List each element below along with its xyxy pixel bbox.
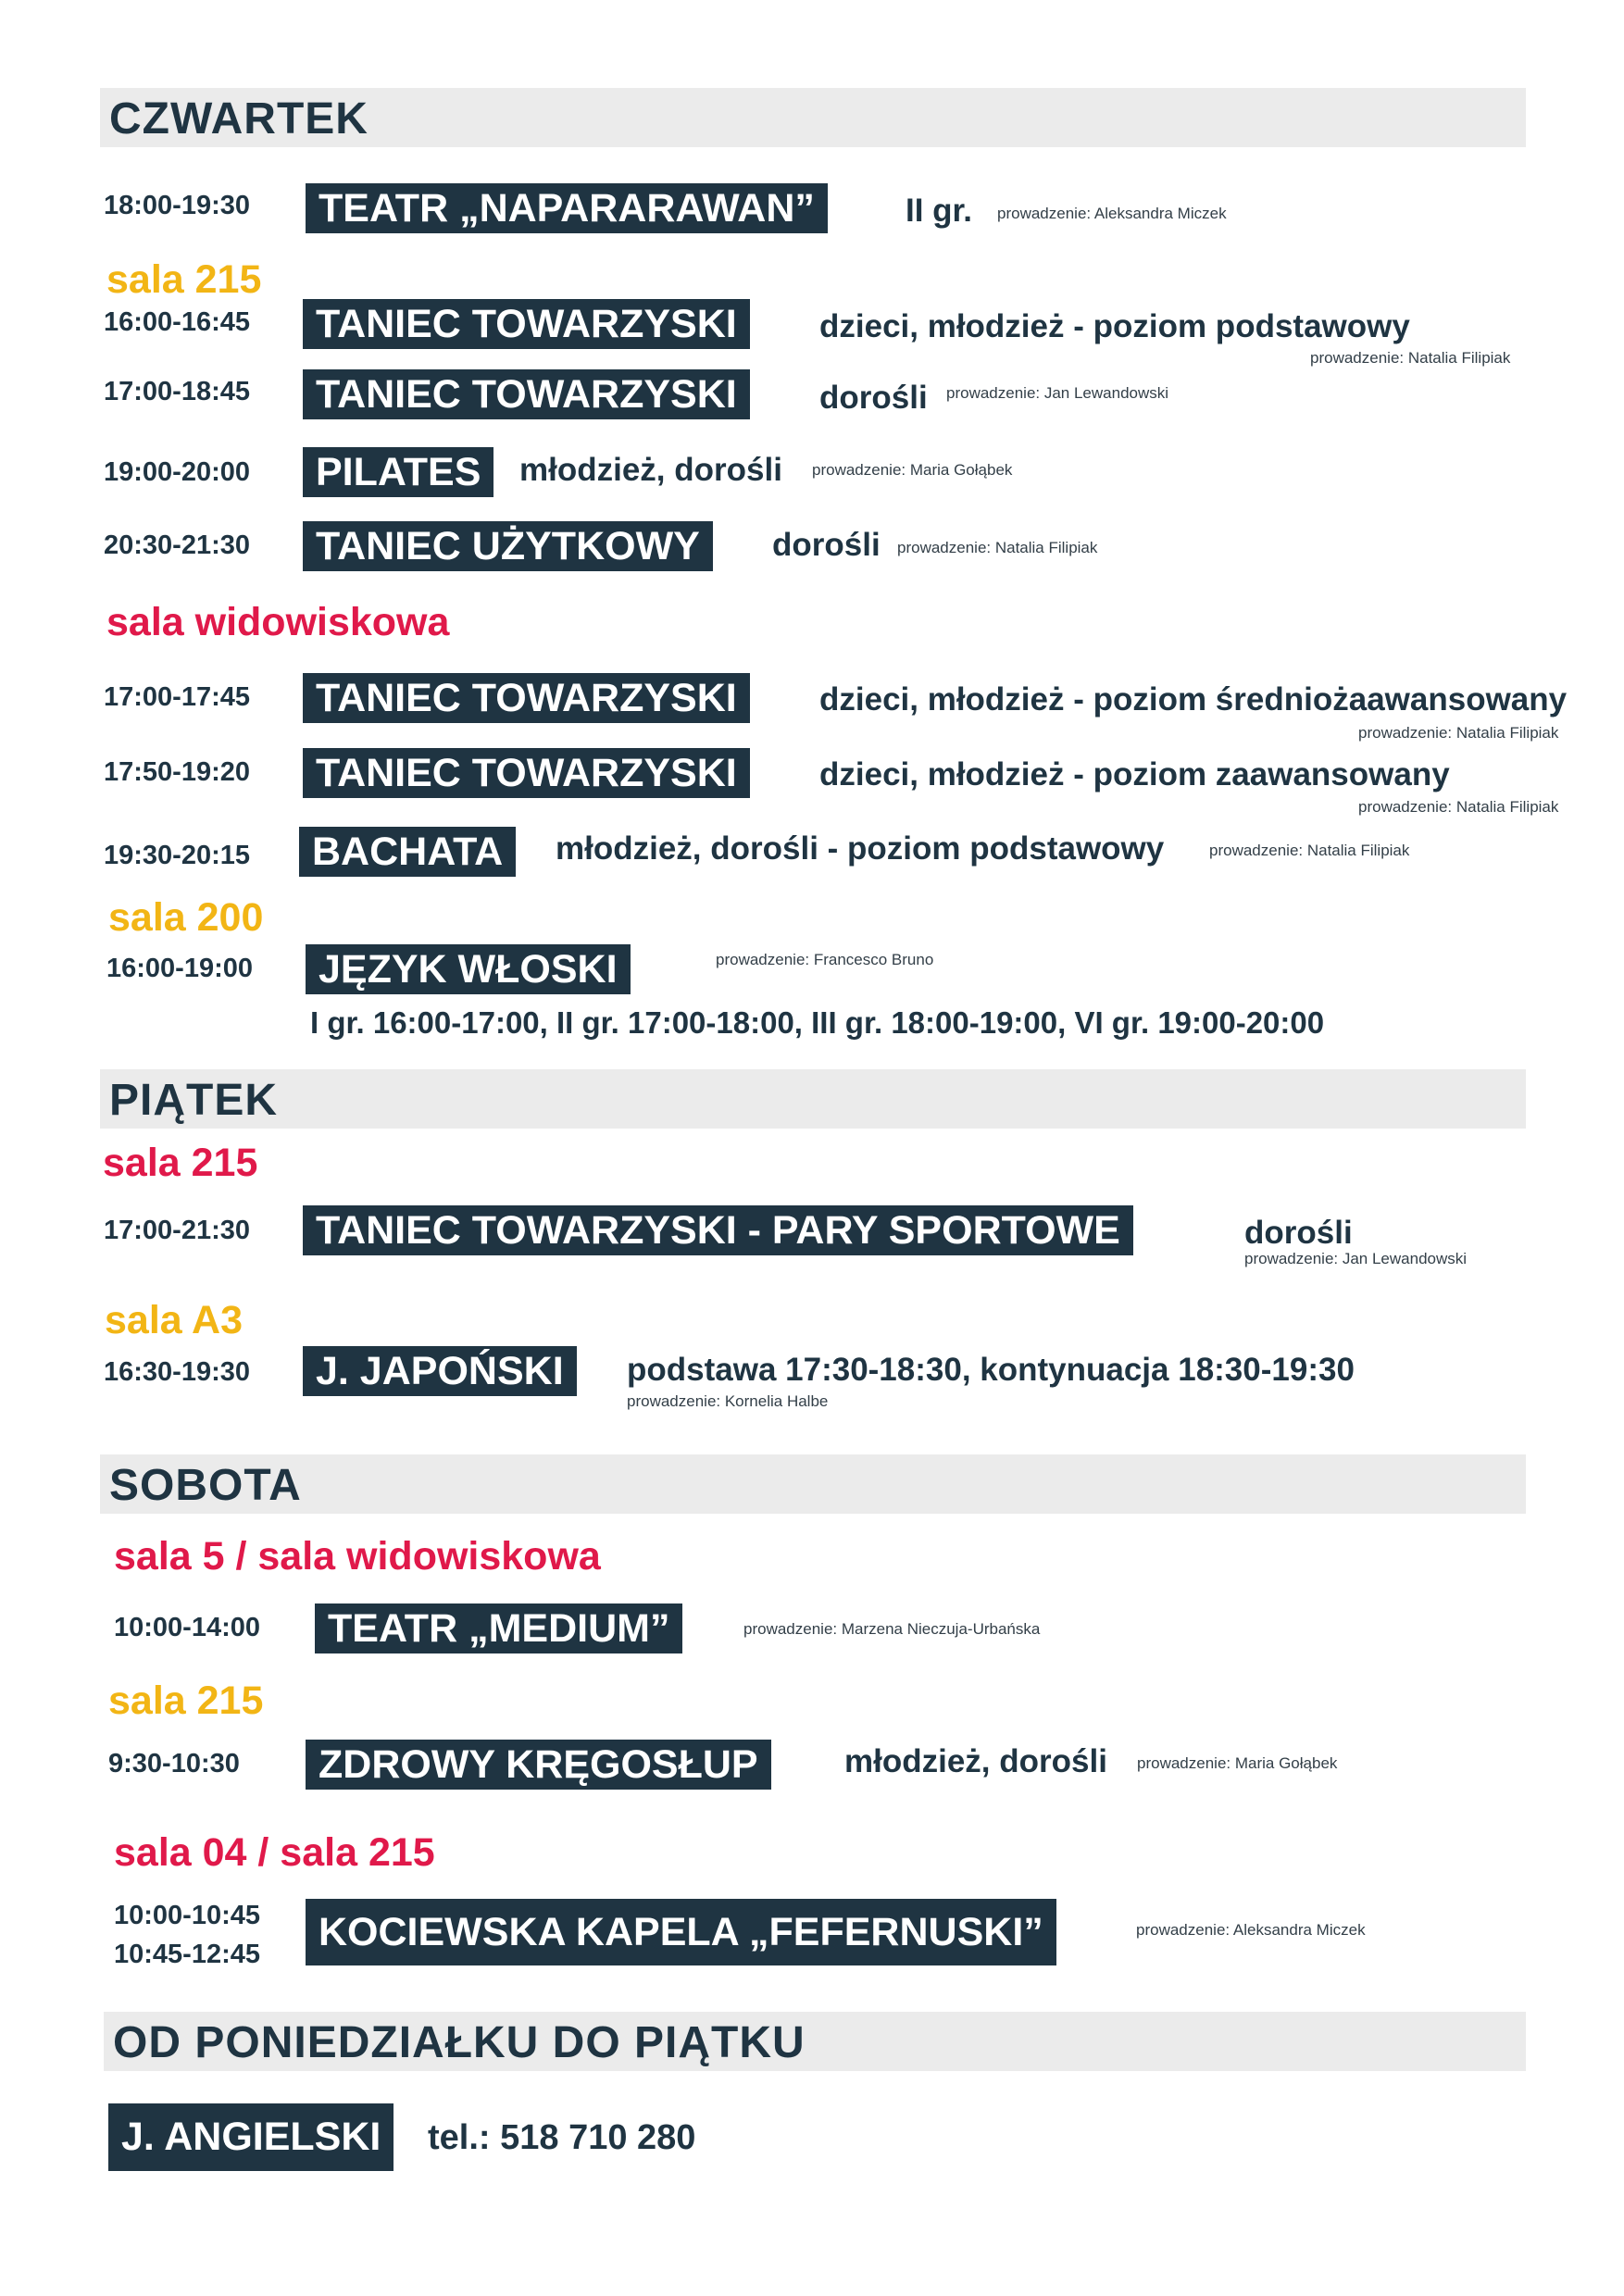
- activity-description: dorośli: [772, 527, 881, 563]
- room-label: sala 5 / sala widowiskowa: [114, 1534, 601, 1578]
- time-label: 20:30-21:30: [104, 530, 250, 560]
- day-title: PIĄTEK: [109, 1076, 279, 1125]
- time-label: 17:00-17:45: [104, 682, 250, 712]
- activity-box: BACHATA: [299, 827, 516, 877]
- activity-box: TEATR „MEDIUM”: [315, 1603, 682, 1653]
- instructor-label: prowadzenie: Marzena Nieczuja-Urbańska: [743, 1620, 1041, 1638]
- activity-box: TANIEC TOWARZYSKI: [303, 299, 750, 349]
- time-label: 10:45-12:45: [114, 1940, 260, 1969]
- activity-description: dzieci, młodzież - poziom podstawowy: [819, 308, 1410, 344]
- instructor-label: prowadzenie: Natalia Filipiak: [1358, 798, 1559, 816]
- day-header-sobota: [100, 1454, 1526, 1514]
- time-label: 19:00-20:00: [104, 457, 250, 487]
- instructor-label: prowadzenie: Jan Lewandowski: [946, 384, 1169, 402]
- activity-box: TANIEC UŻYTKOWY: [303, 521, 713, 571]
- day-header-weekdays: [104, 2012, 1526, 2071]
- time-label: 9:30-10:30: [108, 1749, 240, 1778]
- day-title: SOBOTA: [109, 1461, 302, 1510]
- activity-box: J. ANGIELSKI: [108, 2103, 394, 2171]
- activity-box: KOCIEWSKA KAPELA „FEFERNUSKI”: [306, 1899, 1056, 1965]
- groups-schedule: I gr. 16:00-17:00, II gr. 17:00-18:00, III gr. 18:00-19:00, VI gr. 19:00-20:00: [310, 1005, 1325, 1040]
- activity-box: J. JAPOŃSKI: [303, 1346, 577, 1396]
- activity-description: dzieci, młodzież - poziom średniożaawansowany: [819, 681, 1568, 718]
- instructor-label: prowadzenie: Jan Lewandowski: [1244, 1250, 1468, 1267]
- day-title: CZWARTEK: [109, 94, 369, 144]
- activity-box: ZDROWY KRĘGOSŁUP: [306, 1740, 771, 1790]
- instructor-label: prowadzenie: Aleksandra Miczek: [997, 205, 1227, 222]
- instructor-label: prowadzenie: Francesco Bruno: [716, 951, 934, 968]
- activity-box: TANIEC TOWARZYSKI: [303, 748, 750, 798]
- time-label: 16:30-19:30: [104, 1357, 250, 1387]
- activity-description: dorośli: [819, 380, 928, 416]
- group-label: II gr.: [906, 193, 972, 229]
- room-label: sala 215: [106, 257, 262, 302]
- room-label: sala 200: [108, 895, 264, 940]
- activity-description: młodzież, dorośli: [519, 452, 782, 488]
- activity-box: PILATES: [303, 447, 493, 497]
- activity-description: młodzież, dorośli - poziom podstawowy: [556, 830, 1165, 867]
- room-label: sala A3: [105, 1298, 244, 1342]
- time-label: 16:00-16:45: [104, 307, 250, 337]
- instructor-label: prowadzenie: Maria Gołąbek: [812, 461, 1013, 479]
- time-label: 17:50-19:20: [104, 757, 250, 787]
- activity-box: TANIEC TOWARZYSKI: [303, 673, 750, 723]
- activity-description: podstawa 17:30-18:30, kontynuacja 18:30-19:30: [627, 1352, 1355, 1388]
- time-label: 17:00-21:30: [104, 1216, 250, 1245]
- room-label: sala 215: [108, 1678, 264, 1723]
- instructor-label: prowadzenie: Natalia Filipiak: [1209, 842, 1410, 859]
- instructor-label: prowadzenie: Maria Gołąbek: [1137, 1754, 1338, 1772]
- instructor-label: prowadzenie: Kornelia Halbe: [627, 1392, 829, 1410]
- time-label: 10:00-14:00: [114, 1613, 260, 1642]
- activity-box: JĘZYK WŁOSKI: [306, 944, 631, 994]
- day-header-czwartek: [100, 88, 1526, 147]
- activity-description: dorośli: [1244, 1215, 1353, 1251]
- room-label: sala 215: [103, 1141, 258, 1185]
- instructor-label: prowadzenie: Natalia Filipiak: [897, 539, 1098, 556]
- activity-description: dzieci, młodzież - poziom zaawansowany: [819, 756, 1450, 792]
- instructor-label: prowadzenie: Aleksandra Miczek: [1136, 1921, 1366, 1939]
- time-label: 17:00-18:45: [104, 377, 250, 406]
- activity-box: TANIEC TOWARZYSKI - PARY SPORTOWE: [303, 1205, 1133, 1255]
- activity-box: TANIEC TOWARZYSKI: [303, 369, 750, 419]
- activity-box: TEATR „NAPARARAWAN”: [306, 183, 828, 233]
- time-label: 16:00-19:00: [106, 954, 253, 983]
- instructor-label: prowadzenie: Natalia Filipiak: [1358, 724, 1559, 742]
- day-header-piatek: [100, 1069, 1526, 1129]
- time-label: 19:30-20:15: [104, 841, 250, 870]
- room-label: sala widowiskowa: [106, 600, 450, 644]
- activity-description: młodzież, dorośli: [844, 1743, 1107, 1779]
- room-label: sala 04 / sala 215: [114, 1830, 435, 1875]
- day-title: OD PONIEDZIAŁKU DO PIĄTKU: [113, 2018, 806, 2067]
- time-label: 10:00-10:45: [114, 1901, 260, 1930]
- instructor-label: prowadzenie: Natalia Filipiak: [1310, 349, 1511, 367]
- phone-number: tel.: 518 710 280: [428, 2118, 696, 2157]
- time-label: 18:00-19:30: [104, 191, 250, 220]
